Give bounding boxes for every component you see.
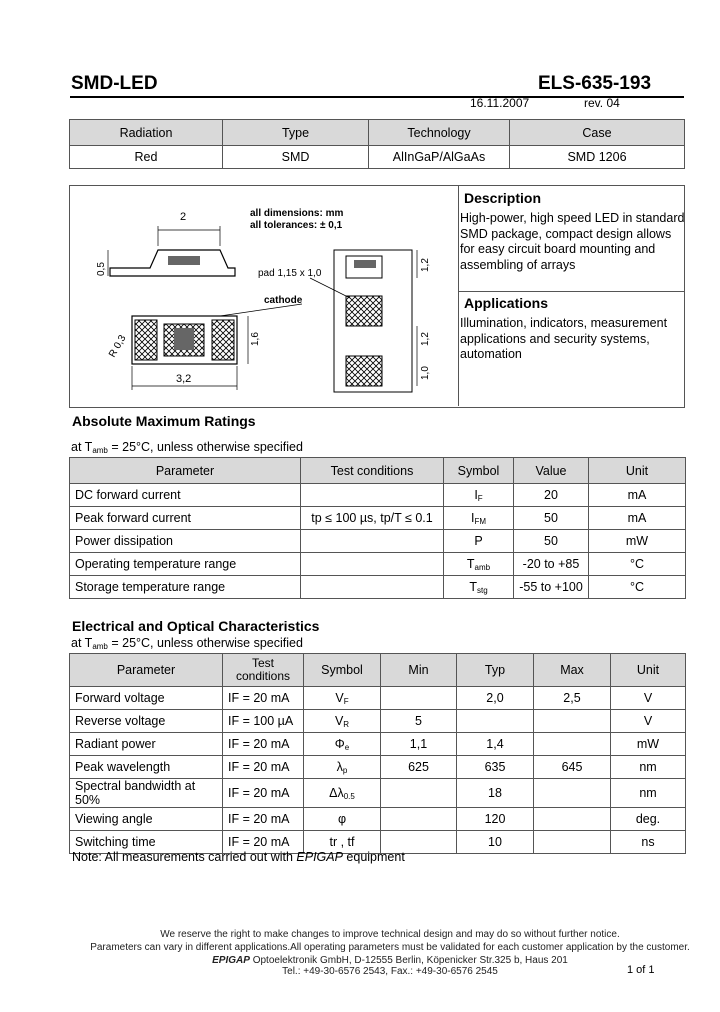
symbol: φ: [337, 811, 347, 826]
typ-cell: 120: [457, 808, 534, 831]
page-number: 1 of 1: [627, 964, 655, 976]
overview-cell: SMD 1206: [510, 146, 685, 169]
table-row: [70, 576, 686, 599]
applications-text: Illumination, indicators, measurement applications and security systems, automation: [460, 316, 668, 361]
cond-cell: IF = 20 mA: [223, 808, 304, 831]
param-cell: Switching time: [70, 831, 223, 854]
symbol-sub: e: [344, 742, 350, 752]
electrical-condition: [71, 636, 303, 651]
table-row: [70, 710, 686, 733]
box-divider-h: [458, 291, 684, 292]
electrical-cond-suffix: = 25°C, unless otherwise specified: [107, 636, 303, 650]
symbol-cell: [444, 576, 514, 599]
dim-pad: pad 1,15 x 1,0: [258, 268, 322, 279]
overview-cell: Red: [70, 146, 223, 169]
symbol-cell: [444, 507, 514, 530]
abs-max-header: Parameter: [70, 458, 301, 484]
doc-date: 16.11.2007: [470, 96, 530, 110]
typ-cell: [457, 710, 534, 733]
param-cell: DC forward current: [70, 484, 301, 507]
electrical-table: [69, 653, 686, 854]
cond-cell: IF = 20 mA: [223, 687, 304, 710]
product-type: SMD-LED: [71, 73, 158, 94]
footer-line-2: Parameters can vary in different applications.All operating parameters must be validated for each customer application by the customer.: [90, 942, 690, 953]
unit-cell: V: [611, 710, 686, 733]
cond-cell: IF = 20 mA: [223, 756, 304, 779]
doc-revision: rev. 04: [584, 96, 620, 110]
param-cell: Storage temperature range: [70, 576, 301, 599]
cond-cell: [301, 484, 444, 507]
symbol-cell: [304, 779, 381, 808]
dim-gap: 1,2: [420, 332, 431, 346]
side-view: [108, 226, 235, 276]
measurement-note: [72, 850, 405, 864]
footer-line-3: [60, 955, 720, 966]
abs-max-header: Unit: [589, 458, 686, 484]
cond-cell: [301, 576, 444, 599]
symbol-cell: [444, 484, 514, 507]
cond-cell: [301, 530, 444, 553]
param-cell: Viewing angle: [70, 808, 223, 831]
symbol: V: [334, 713, 344, 728]
max-cell: [534, 831, 611, 854]
value-cell: 20: [514, 484, 589, 507]
table-row: [70, 507, 686, 530]
table-row: [70, 808, 686, 831]
description-text: High-power, high speed LED in standard SMD package, compact design allows for easy circuit board mounting and assembling of arrays: [460, 211, 685, 272]
value-cell: -55 to +100: [514, 576, 589, 599]
param-cell: Spectral bandwidth at 50%: [70, 779, 223, 808]
symbol: Φ: [334, 736, 345, 751]
dim-width: 2: [180, 211, 187, 223]
dim-depth: 1,6: [250, 332, 261, 346]
symbol-sub: stg: [476, 585, 488, 595]
dim-radius: R 0,3: [107, 333, 129, 360]
abs-max-condition: [71, 440, 303, 455]
abs-max-cond-suffix: = 25°C, unless otherwise specified: [107, 440, 303, 454]
abs-max-header: Value: [514, 458, 589, 484]
abs-max-header: Test conditions: [301, 458, 444, 484]
unit-cell: ns: [611, 831, 686, 854]
cond-cell: IF = 20 mA: [223, 779, 304, 808]
top-view: [132, 304, 302, 390]
param-cell: Peak wavelength: [70, 756, 223, 779]
symbol-cell: [444, 530, 514, 553]
cond-cell: [301, 553, 444, 576]
unit-cell: V: [611, 687, 686, 710]
symbol-cell: [444, 553, 514, 576]
abs-max-table: [69, 457, 686, 599]
symbol-sub: F: [343, 696, 349, 706]
min-cell: [381, 779, 457, 808]
table-row: [70, 484, 686, 507]
symbol-cell: [304, 687, 381, 710]
typ-cell: 635: [457, 756, 534, 779]
min-cell: [381, 687, 457, 710]
overview-table: [69, 119, 685, 169]
min-cell: 1,1: [381, 733, 457, 756]
param-cell: Reverse voltage: [70, 710, 223, 733]
value-cell: 50: [514, 507, 589, 530]
cond-cell: IF = 20 mA: [223, 831, 304, 854]
symbol: I: [474, 487, 478, 502]
table-row: [70, 756, 686, 779]
symbol-sub: FM: [474, 516, 487, 526]
electrical-header: Typ: [457, 654, 534, 687]
max-cell: [534, 710, 611, 733]
note-suffix: equipment: [342, 850, 405, 864]
dim-pad-width: 1,0: [420, 366, 431, 380]
typ-cell: 1,4: [457, 733, 534, 756]
min-cell: 5: [381, 710, 457, 733]
symbol: V: [335, 690, 344, 705]
electrical-header: Parameter: [70, 654, 223, 687]
symbol-cell: [304, 710, 381, 733]
param-cell: Radiant power: [70, 733, 223, 756]
unit-cell: mW: [589, 530, 686, 553]
typ-cell: 10: [457, 831, 534, 854]
unit-cell: nm: [611, 756, 686, 779]
footprint-view: [310, 250, 417, 392]
table-row: [70, 733, 686, 756]
unit-cell: °C: [589, 553, 686, 576]
max-cell: 645: [534, 756, 611, 779]
electrical-header: Test conditions: [223, 654, 304, 687]
symbol: P: [474, 533, 483, 548]
max-cell: [534, 733, 611, 756]
max-cell: [534, 808, 611, 831]
abs-max-header: Symbol: [444, 458, 514, 484]
applications-title: Applications: [464, 295, 549, 311]
unit-cell: mA: [589, 484, 686, 507]
overview-header: Type: [223, 120, 369, 146]
dim-pad-height: 1,2: [420, 258, 431, 272]
value-cell: 50: [514, 530, 589, 553]
symbol-sub: p: [342, 765, 348, 775]
symbol-cell: [304, 756, 381, 779]
min-cell: [381, 808, 457, 831]
param-cell: Forward voltage: [70, 687, 223, 710]
abs-max-cond-sub: amb: [92, 446, 108, 455]
dim-height: 0,5: [96, 262, 107, 276]
symbol-sub: 0.5: [343, 791, 355, 801]
electrical-header: Max: [534, 654, 611, 687]
footer-brand: EPIGAP: [212, 955, 250, 966]
unit-cell: deg.: [611, 808, 686, 831]
cond-cell: IF = 20 mA: [223, 733, 304, 756]
overview-cell: AlInGaP/AlGaAs: [369, 146, 510, 169]
footer-line-4: Tel.: +49-30-6576 2543, Fax.: +49-30-6576 2545: [282, 966, 498, 977]
electrical-title: Electrical and Optical Characteristics: [72, 618, 320, 634]
overview-header: Radiation: [70, 120, 223, 146]
description-title: Description: [464, 190, 542, 206]
cond-cell: tp ≤ 100 µs, tp/T ≤ 0.1: [301, 507, 444, 530]
overview-header: Case: [510, 120, 685, 146]
param-cell: Operating temperature range: [70, 553, 301, 576]
overview-cell: SMD: [223, 146, 369, 169]
package-drawing: [70, 186, 458, 406]
symbol: I: [470, 510, 475, 525]
overview-header: Technology: [369, 120, 510, 146]
abs-max-title: Absolute Maximum Ratings: [72, 413, 256, 429]
electrical-cond-prefix: at T: [71, 636, 93, 650]
max-cell: 2,5: [534, 687, 611, 710]
symbol-sub: amb: [474, 562, 491, 572]
box-divider: [458, 185, 459, 406]
symbol-sub: F: [477, 493, 483, 503]
unit-cell: mW: [611, 733, 686, 756]
symbol-cell: [304, 733, 381, 756]
note-brand: EPIGAP: [296, 850, 343, 864]
footer-address: Optoelektronik GmbH, D-12555 Berlin, Köpenicker Str.325 b, Haus 201: [249, 955, 568, 966]
table-row: [70, 687, 686, 710]
unit-cell: nm: [611, 779, 686, 808]
param-cell: Power dissipation: [70, 530, 301, 553]
symbol: T: [469, 579, 477, 594]
symbol: T: [466, 556, 475, 571]
cathode-label: cathode: [264, 295, 303, 306]
electrical-header: Unit: [611, 654, 686, 687]
note-prefix: Note: All measurements carried out with: [72, 850, 297, 864]
symbol: λ: [336, 759, 343, 774]
electrical-header: Min: [381, 654, 457, 687]
unit-cell: mA: [589, 507, 686, 530]
table-row: [70, 553, 686, 576]
abs-max-cond-prefix: at T: [71, 440, 93, 454]
dim-note-2: all tolerances: ± 0,1: [250, 220, 343, 231]
electrical-header: Symbol: [304, 654, 381, 687]
part-number: ELS-635-193: [538, 73, 652, 94]
table-row: [70, 779, 686, 808]
value-cell: -20 to +85: [514, 553, 589, 576]
unit-cell: °C: [589, 576, 686, 599]
dim-length: 3,2: [176, 373, 192, 385]
symbol: tr , tf: [329, 834, 355, 849]
typ-cell: 18: [457, 779, 534, 808]
symbol-cell: [304, 808, 381, 831]
dim-note-1: all dimensions: mm: [250, 208, 344, 219]
min-cell: 625: [381, 756, 457, 779]
max-cell: [534, 779, 611, 808]
electrical-cond-sub: amb: [92, 642, 108, 651]
param-cell: Peak forward current: [70, 507, 301, 530]
symbol: Δλ: [329, 785, 344, 800]
typ-cell: 2,0: [457, 687, 534, 710]
table-row: [70, 530, 686, 553]
cond-cell: IF = 100 µA: [223, 710, 304, 733]
footer-line-1: We reserve the right to make changes to improve technical design and may do so without further notice.: [160, 929, 620, 940]
symbol-sub: R: [343, 719, 350, 729]
